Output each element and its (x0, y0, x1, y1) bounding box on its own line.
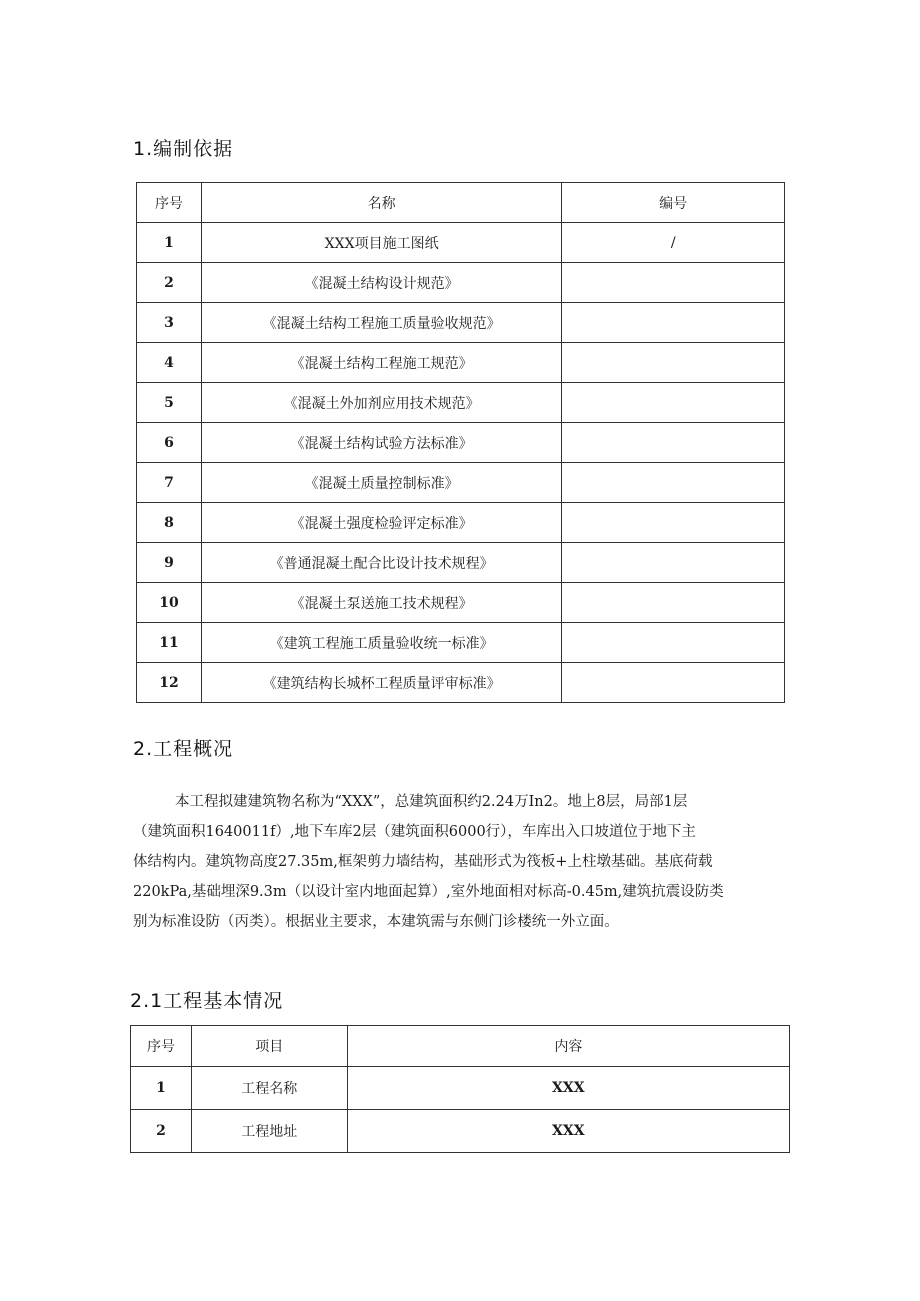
row-name: 《建筑工程施工质量验收统一标准》 (201, 623, 561, 663)
row-content: XXX (347, 1110, 789, 1153)
table-row (137, 223, 785, 263)
header-content: 内容 (347, 1026, 789, 1067)
row-code (562, 263, 785, 303)
row-code (562, 623, 785, 663)
row-code (562, 463, 785, 503)
table-row (137, 263, 785, 303)
header-code: 编号 (562, 183, 785, 223)
section-2-1-heading: 2.1工程基本情况 (130, 990, 284, 1012)
table-row (137, 583, 785, 623)
row-item: 工程地址 (191, 1110, 347, 1153)
project-overview-paragraph (133, 787, 795, 937)
row-index: 8 (137, 503, 202, 543)
row-index: 12 (137, 663, 202, 703)
row-index: 2 (131, 1110, 192, 1153)
row-code (562, 383, 785, 423)
table-row (137, 543, 785, 583)
row-index: 3 (137, 303, 202, 343)
row-code (562, 543, 785, 583)
row-code (562, 303, 785, 343)
section-2-heading: 2.工程概况 (133, 738, 234, 760)
row-name: 《混凝土结构工程施工规范》 (201, 343, 561, 383)
paragraph-line: 220kPa,基础埋深9.3m（以设计室内地面起算）,室外地面相对标高-0.45m,建筑抗震设防类 (133, 884, 724, 900)
row-code (562, 663, 785, 703)
table-row (131, 1067, 790, 1110)
row-index: 1 (137, 223, 202, 263)
header-index: 序号 (137, 183, 202, 223)
table-row (137, 343, 785, 383)
row-name: 《普通混凝土配合比设计技术规程》 (201, 543, 561, 583)
table-row (131, 1110, 790, 1153)
row-name: 《混凝土结构工程施工质量验收规范》 (201, 303, 561, 343)
paragraph-line: 别为标准设防（丙类）。根据业主要求，本建筑需与东侧门诊楼统一外立面。 (133, 914, 619, 930)
table-row (137, 663, 785, 703)
row-code: / (562, 223, 785, 263)
paragraph-line: 本工程拟建建筑物名称为“XXX”，总建筑面积约2.24万In2。地上8层，局部1层 (175, 794, 688, 810)
section-1-heading: 1.编制依据 (133, 138, 234, 160)
table-row (137, 423, 785, 463)
row-code (562, 503, 785, 543)
row-index: 2 (137, 263, 202, 303)
paragraph-line: （建筑面积1640011f）,地下车库2层（建筑面积6000行），车库出入口坡道位于地下主 (133, 824, 696, 840)
row-name: 《混凝土泵送施工技术规程》 (201, 583, 561, 623)
header-name: 名称 (201, 183, 561, 223)
basis-table (136, 182, 785, 703)
table-row (137, 503, 785, 543)
row-index: 9 (137, 543, 202, 583)
row-code (562, 583, 785, 623)
table-header-row (131, 1026, 790, 1067)
row-index: 4 (137, 343, 202, 383)
row-name: 《混凝土结构设计规范》 (201, 263, 561, 303)
row-index: 5 (137, 383, 202, 423)
header-item: 项目 (191, 1026, 347, 1067)
row-name: 《建筑结构长城杯工程质量评审标准》 (201, 663, 561, 703)
row-item: 工程名称 (191, 1067, 347, 1110)
row-index: 6 (137, 423, 202, 463)
table-row (137, 383, 785, 423)
header-index: 序号 (131, 1026, 192, 1067)
basic-info-table (130, 1025, 790, 1153)
row-name: 《混凝土结构试验方法标准》 (201, 423, 561, 463)
row-index: 7 (137, 463, 202, 503)
table-row (137, 303, 785, 343)
row-code (562, 343, 785, 383)
table-header-row (137, 183, 785, 223)
row-code (562, 423, 785, 463)
row-index: 10 (137, 583, 202, 623)
row-name: XXX项目施工图纸 (201, 223, 561, 263)
table-row (137, 463, 785, 503)
row-index: 11 (137, 623, 202, 663)
row-name: 《混凝土质量控制标准》 (201, 463, 561, 503)
row-index: 1 (131, 1067, 192, 1110)
row-content: XXX (347, 1067, 789, 1110)
paragraph-line: 体结构内。建筑物高度27.35m,框架剪力墙结构，基础形式为筏板+上柱墩基础。基底荷载 (133, 854, 713, 870)
row-name: 《混凝土强度检验评定标准》 (201, 503, 561, 543)
row-name: 《混凝土外加剂应用技术规范》 (201, 383, 561, 423)
table-row (137, 623, 785, 663)
